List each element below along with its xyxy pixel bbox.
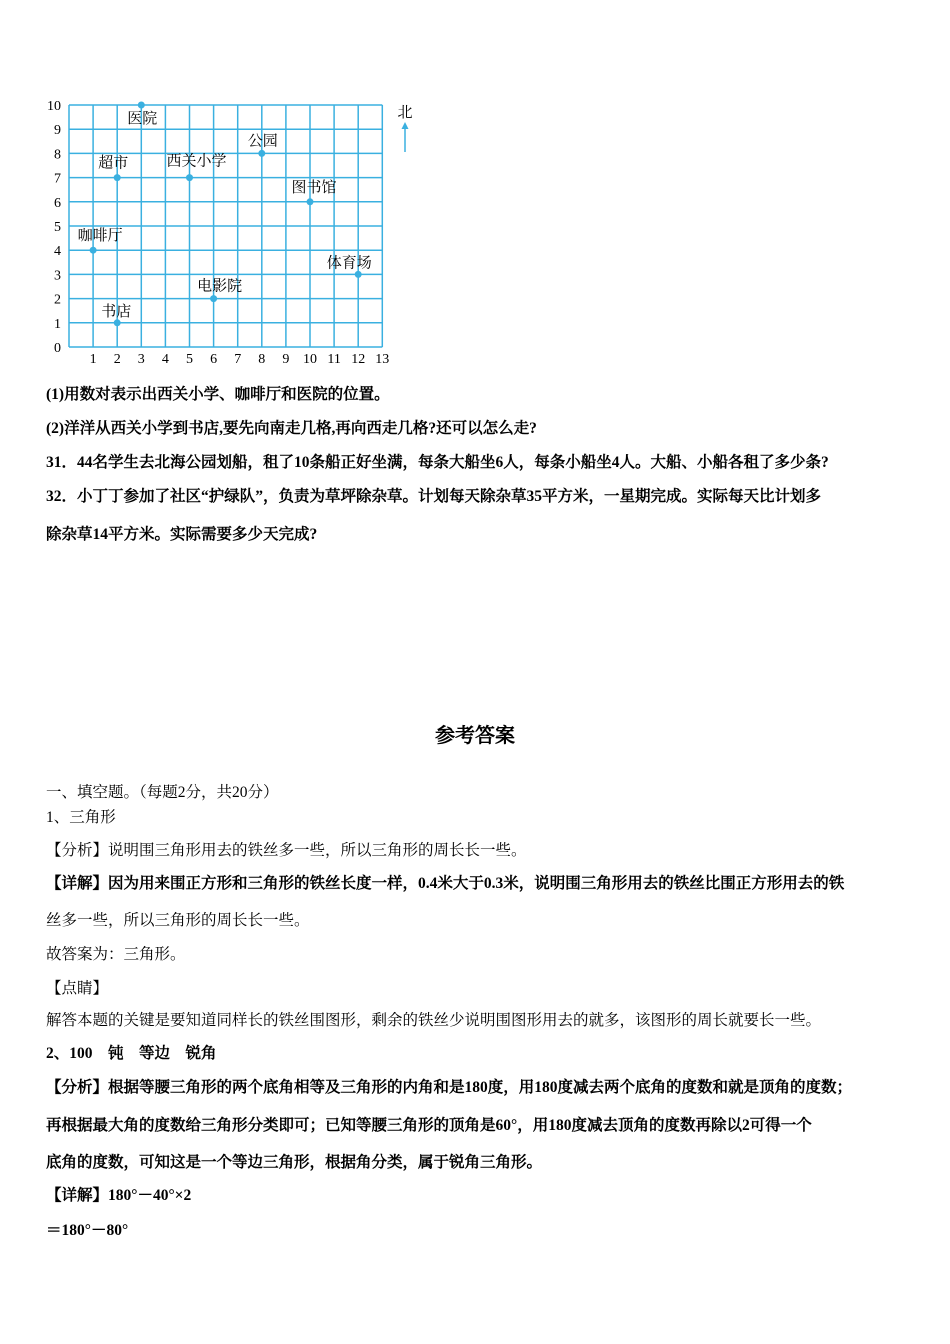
- location-label: 医院: [127, 111, 158, 127]
- y-tick-label: 2: [54, 292, 61, 308]
- location-point: [90, 247, 97, 254]
- x-tick-label: 9: [282, 352, 290, 367]
- answer-1-tip-label: 【点睛】: [46, 980, 109, 997]
- north-label: 北: [397, 105, 413, 121]
- y-tick-label: 0: [54, 341, 61, 356]
- coordinate-grid-diagram: [0, 0, 950, 380]
- x-tick-label: 8: [258, 352, 266, 367]
- x-tick-label: 12: [351, 352, 366, 367]
- y-tick-label: 9: [54, 123, 61, 139]
- answer-2-analysis-line-3: 底角的度数，可知这是一个等边三角形，根据角分类，属于锐角三角形。: [46, 1154, 543, 1171]
- y-tick-label: 8: [54, 147, 61, 163]
- question-32-line-2: 除杂草14平方米。实际需要多少天完成?: [46, 526, 318, 543]
- location-point: [114, 319, 121, 326]
- location-label: 电影院: [197, 278, 243, 295]
- y-tick-label: 4: [54, 244, 61, 260]
- x-tick-label: 4: [161, 352, 169, 367]
- location-label: 西关小学: [166, 153, 227, 170]
- question-31: 31．44名学生去北海公园划船，租了10条船正好坐满，每条大船坐6人，每条小船坐4人。大船、小船各租了多少条?: [46, 454, 829, 471]
- y-tick-label: 10: [47, 99, 61, 114]
- answer-1-analysis: 【分析】说明围三角形用去的铁丝多一些，所以三角形的周长长一些。: [46, 842, 527, 859]
- x-tick-label: 3: [137, 352, 145, 367]
- x-tick-label: 11: [327, 352, 341, 367]
- answer-1-detail-line-1: 【详解】因为用来围正方形和三角形的铁丝长度一样，0.4米大于0.3米，说明围三角形用去的铁丝比围正方形用去的铁: [46, 875, 845, 892]
- x-tick-label: 7: [234, 352, 242, 367]
- location-label: 体育场: [326, 255, 372, 272]
- location-point: [258, 150, 265, 157]
- location-label: 咖啡厅: [77, 228, 123, 245]
- location-label: 公园: [247, 133, 278, 150]
- location-point: [210, 295, 217, 302]
- question-30-part-1: (1)用数对表示出西关小学、咖啡厅和医院的位置。: [46, 386, 390, 403]
- answer-1-tip: 解答本题的关键是要知道同样长的铁丝围图形，剩余的铁丝少说明围图形用去的就多，该图形的周长就要长一些。: [46, 1012, 822, 1029]
- answer-2-analysis-line-1: 【分析】根据等腰三角形的两个底角相等及三角形的内角和是180度，用180度减去两个底角的度数和就是顶角的度数；: [46, 1079, 853, 1096]
- location-point: [138, 102, 145, 109]
- y-tick-label: 3: [54, 268, 61, 284]
- north-arrow-head-icon: [402, 122, 409, 129]
- location-point: [355, 271, 362, 278]
- answer-1-answer: 故答案为：三角形。: [46, 946, 186, 963]
- answer-1: 1、三角形: [46, 809, 116, 826]
- y-tick-label: 5: [54, 220, 61, 235]
- x-tick-label: 13: [375, 352, 390, 367]
- y-tick-label: 6: [54, 195, 61, 211]
- x-tick-label: 5: [186, 352, 193, 367]
- location-point: [114, 174, 121, 181]
- answer-1-detail-line-2: 丝多一些，所以三角形的周长长一些。: [46, 912, 310, 929]
- location-point: [186, 174, 193, 181]
- question-32-line-1: 32．小丁丁参加了社区“护绿队”，负责为草坪除杂草。计划每天除杂草35平方米，一星期完成。实际每天比计划多: [46, 488, 822, 505]
- question-30-part-2: (2)洋洋从西关小学到书店,要先向南走几格,再向西走几格?还可以怎么走?: [46, 420, 537, 437]
- answer-2: 2、100 钝 等边 锐角: [46, 1045, 217, 1062]
- x-tick-label: 6: [210, 352, 218, 367]
- answers-title: 参考答案: [435, 725, 515, 747]
- y-tick-label: 7: [54, 171, 61, 187]
- x-tick-label: 1: [89, 352, 97, 367]
- answer-2-analysis-line-2: 再根据最大角的度数给三角形分类即可；已知等腰三角形的顶角是60°，用180度减去顶角的度数再除以2可得一个: [46, 1117, 812, 1134]
- x-tick-label: 2: [113, 352, 121, 367]
- section-heading: 一、填空题。（每题2分，共20分）: [46, 784, 279, 801]
- answer-2-step: ＝180°－80°: [46, 1222, 129, 1239]
- location-point: [307, 198, 314, 205]
- location-label: 超市: [98, 155, 129, 172]
- x-tick-label: 10: [303, 352, 317, 367]
- location-label: 书店: [101, 303, 132, 320]
- location-label: 图书馆: [291, 179, 337, 196]
- y-tick-label: 1: [54, 316, 61, 332]
- answer-2-detail: 【详解】180°－40°×2: [46, 1187, 192, 1204]
